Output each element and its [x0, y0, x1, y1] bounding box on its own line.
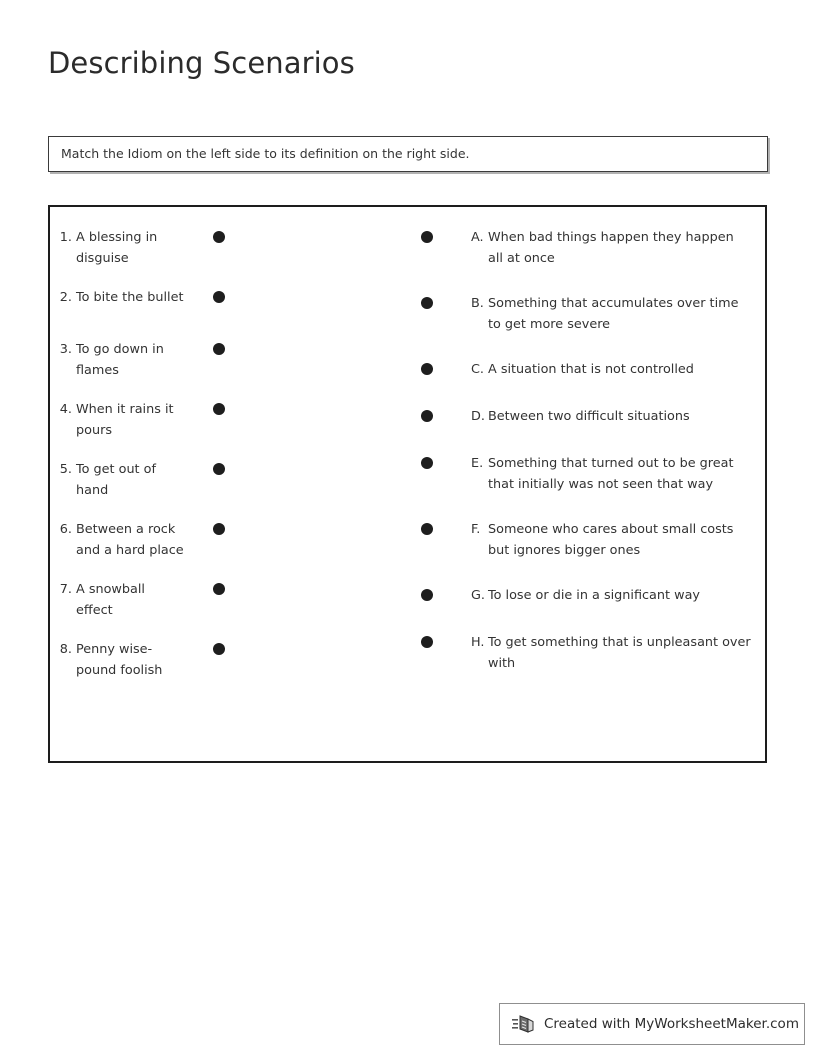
match-dot-icon[interactable]	[421, 231, 433, 243]
idiom-item-label: Penny wise-pound foolish	[76, 642, 163, 678]
idiom-match-dot-slot[interactable]	[213, 399, 243, 441]
definition-match-dot-slot[interactable]	[421, 293, 471, 309]
definition-item-label: Something that turned out to be great that initially was not seen that way	[488, 456, 734, 492]
match-dot-icon[interactable]	[421, 636, 433, 648]
definition-item	[421, 519, 751, 561]
match-dot-icon[interactable]	[213, 291, 225, 303]
definition-item	[421, 293, 751, 335]
definition-item-label: A situation that is not controlled	[488, 362, 694, 377]
idiom-item-number: 2.	[59, 290, 72, 305]
instruction-box	[48, 136, 768, 172]
idiom-item-number: 5.	[59, 462, 72, 477]
page-title: Describing Scenarios	[48, 46, 355, 80]
definition-item-letter: D.	[471, 409, 485, 424]
idiom-item	[50, 227, 240, 269]
definition-match-dot-slot[interactable]	[421, 585, 471, 601]
footer-badge	[499, 1003, 805, 1045]
definition-match-dot-slot[interactable]	[421, 519, 471, 535]
idiom-match-dot-slot[interactable]	[213, 287, 243, 321]
definition-item-letter: E.	[471, 456, 484, 471]
idiom-item	[50, 459, 240, 501]
match-dot-icon[interactable]	[213, 231, 225, 243]
idiom-match-dot-slot[interactable]	[213, 519, 243, 561]
idiom-item-label: A snowball effect	[76, 582, 145, 618]
idiom-item	[50, 399, 240, 441]
idiom-match-dot-slot[interactable]	[213, 639, 243, 681]
idiom-item-number: 7.	[59, 582, 72, 597]
match-dot-icon[interactable]	[421, 523, 433, 535]
definition-item-letter: H.	[471, 635, 485, 650]
idiom-item-label: A blessing in disguise	[76, 230, 158, 266]
definition-item-letter: F.	[471, 522, 481, 537]
idiom-item-number: 3.	[59, 342, 72, 357]
footer-text: Created with MyWorksheetMaker.com	[544, 1015, 799, 1032]
matching-columns	[50, 207, 765, 761]
definition-item	[421, 632, 751, 674]
idiom-item-number: 1.	[59, 230, 72, 245]
match-dot-icon[interactable]	[213, 643, 225, 655]
idiom-match-dot-slot[interactable]	[213, 459, 243, 501]
definition-item	[421, 585, 751, 608]
idiom-item-number: 8.	[59, 642, 72, 657]
idiom-item	[50, 339, 240, 381]
match-dot-icon[interactable]	[213, 463, 225, 475]
definition-item-letter: G.	[471, 588, 485, 603]
idiom-match-dot-slot[interactable]	[213, 339, 243, 381]
instruction-text: Match the Idiom on the left side to its definition on the right side.	[61, 145, 470, 161]
definition-item-label: To lose or die in a significant way	[488, 588, 700, 603]
definition-item-label: To get something that is unpleasant over with	[488, 635, 751, 671]
idiom-item	[50, 519, 240, 561]
idiom-match-dot-slot[interactable]	[213, 227, 243, 269]
match-dot-icon[interactable]	[213, 403, 225, 415]
definition-item	[421, 227, 751, 269]
idiom-match-dot-slot[interactable]	[213, 579, 243, 621]
definition-match-dot-slot[interactable]	[421, 359, 471, 375]
idiom-item-number: 4.	[59, 402, 72, 417]
idiom-item	[50, 639, 240, 681]
idiom-item-label: When it rains it pours	[76, 402, 174, 438]
idiom-item	[50, 579, 240, 621]
definition-item-letter: A.	[471, 230, 484, 245]
idiom-dot-column	[213, 227, 243, 699]
definition-match-dot-slot[interactable]	[421, 406, 471, 422]
definition-item-label: Someone who cares about small costs but ignores bigger ones	[488, 522, 734, 558]
idiom-item-label: To bite the bullet	[76, 290, 184, 305]
match-dot-icon[interactable]	[421, 297, 433, 309]
definition-item-label: When bad things happen they happen all at once	[488, 230, 734, 266]
definition-item-label: Between two difficult situations	[488, 409, 690, 424]
matching-exercise-box	[48, 205, 767, 763]
definition-item-letter: C.	[471, 362, 485, 377]
idiom-item-label: To go down in flames	[76, 342, 164, 378]
match-dot-icon[interactable]	[421, 410, 433, 422]
definition-match-dot-slot[interactable]	[421, 453, 471, 469]
idiom-item-label: To get out of hand	[76, 462, 156, 498]
definition-item	[421, 359, 751, 382]
match-dot-icon[interactable]	[213, 523, 225, 535]
definition-item-label: Something that accumulates over time to get more severe	[488, 296, 739, 332]
definition-item	[421, 406, 751, 429]
idiom-column	[50, 227, 240, 699]
definition-item-letter: B.	[471, 296, 484, 311]
idiom-item-label: Between a rock and a hard place	[76, 522, 184, 558]
match-dot-icon[interactable]	[213, 583, 225, 595]
worksheet-maker-logo-icon	[512, 1012, 536, 1036]
match-dot-icon[interactable]	[421, 589, 433, 601]
match-dot-icon[interactable]	[421, 457, 433, 469]
idiom-item	[50, 287, 240, 321]
match-dot-icon[interactable]	[421, 363, 433, 375]
definition-column	[421, 227, 751, 698]
definition-item	[421, 453, 751, 495]
definition-match-dot-slot[interactable]	[421, 632, 471, 648]
definition-match-dot-slot[interactable]	[421, 227, 471, 243]
match-dot-icon[interactable]	[213, 343, 225, 355]
idiom-item-number: 6.	[59, 522, 72, 537]
